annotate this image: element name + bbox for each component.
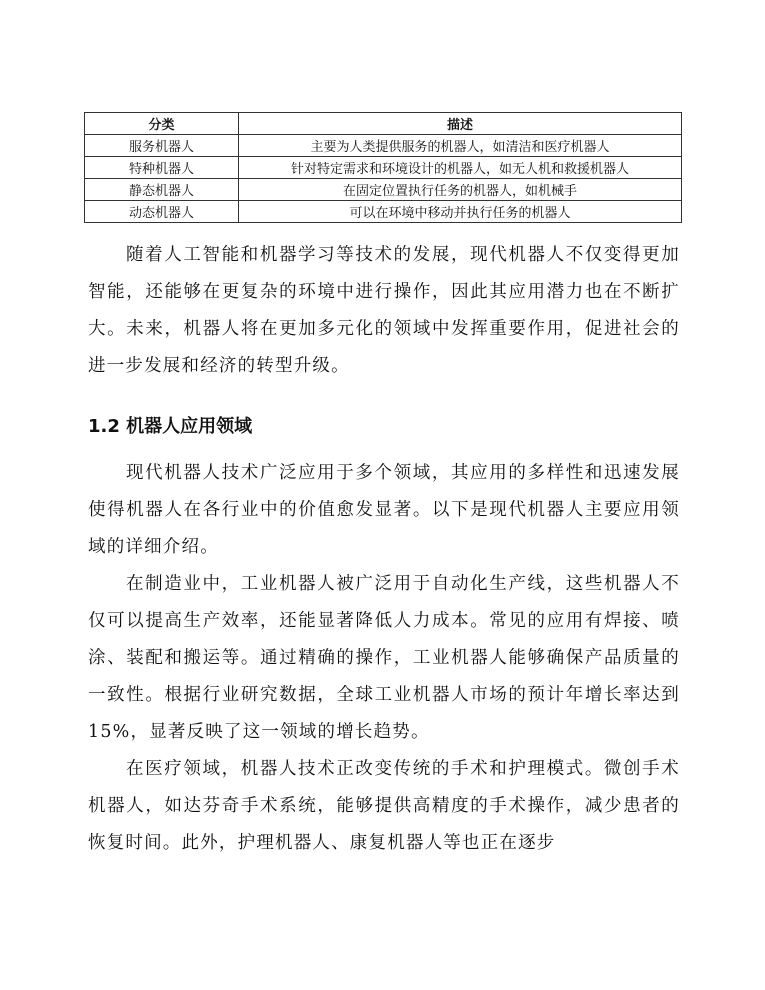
- table-cell-description: 可以在环境中移动并执行任务的机器人: [239, 201, 682, 223]
- section-heading: 1.2 机器人应用领域: [88, 416, 253, 437]
- column-header-description: 描述: [239, 113, 682, 135]
- table-row: [85, 157, 682, 179]
- table-row: [85, 135, 682, 157]
- paragraph-application-intro: 现代机器人技术广泛应用于多个领域，其应用的多样性和迅速发展使得机器人在各行业中的价值愈发显著。以下是现代机器人主要应用领域的详细介绍。: [88, 463, 680, 557]
- table-cell-description: 在固定位置执行任务的机器人，如机械手: [239, 179, 682, 201]
- table-row: [85, 179, 682, 201]
- table-cell-category: 特种机器人: [85, 157, 239, 179]
- table-cell-category: 静态机器人: [85, 179, 239, 201]
- paragraph-manufacturing: 在制造业中，工业机器人被广泛用于自动化生产线，这些机器人不仅可以提高生产效率，还能显著降低人力成本。常见的应用有焊接、喷涂、装配和搬运等。通过精确的操作，工业机器人能够确保产品质量的一致性。根据行业研究数据，全球工业机器人市场的预计年增长率达到15%，显著反映了这一领域的增长趋势。: [88, 574, 680, 742]
- table-row: [85, 201, 682, 223]
- table-cell-description: 针对特定需求和环境设计的机器人，如无人机和救援机器人: [239, 157, 682, 179]
- table-cell-description: 主要为人类提供服务的机器人，如清洁和医疗机器人: [239, 135, 682, 157]
- paragraph-medical: 在医疗领域，机器人技术正改变传统的手术和护理模式。微创手术机器人，如达芬奇手术系统，能够提供高精度的手术操作，减少患者的恢复时间。此外，护理机器人、康复机器人等也正在逐步: [88, 759, 680, 853]
- paragraph-future-outlook: 随着人工智能和机器学习等技术的发展，现代机器人不仅变得更加智能，还能够在更复杂的环境中进行操作，因此其应用潜力也在不断扩大。未来，机器人将在更加多元化的领域中发挥重要作用，促进社会的进一步发展和经济的转型升级。: [88, 245, 680, 376]
- table-cell-category: 服务机器人: [85, 135, 239, 157]
- table-cell-category: 动态机器人: [85, 201, 239, 223]
- table-header-row: [85, 113, 682, 135]
- robot-classification-table: [84, 112, 682, 223]
- column-header-category: 分类: [85, 113, 239, 135]
